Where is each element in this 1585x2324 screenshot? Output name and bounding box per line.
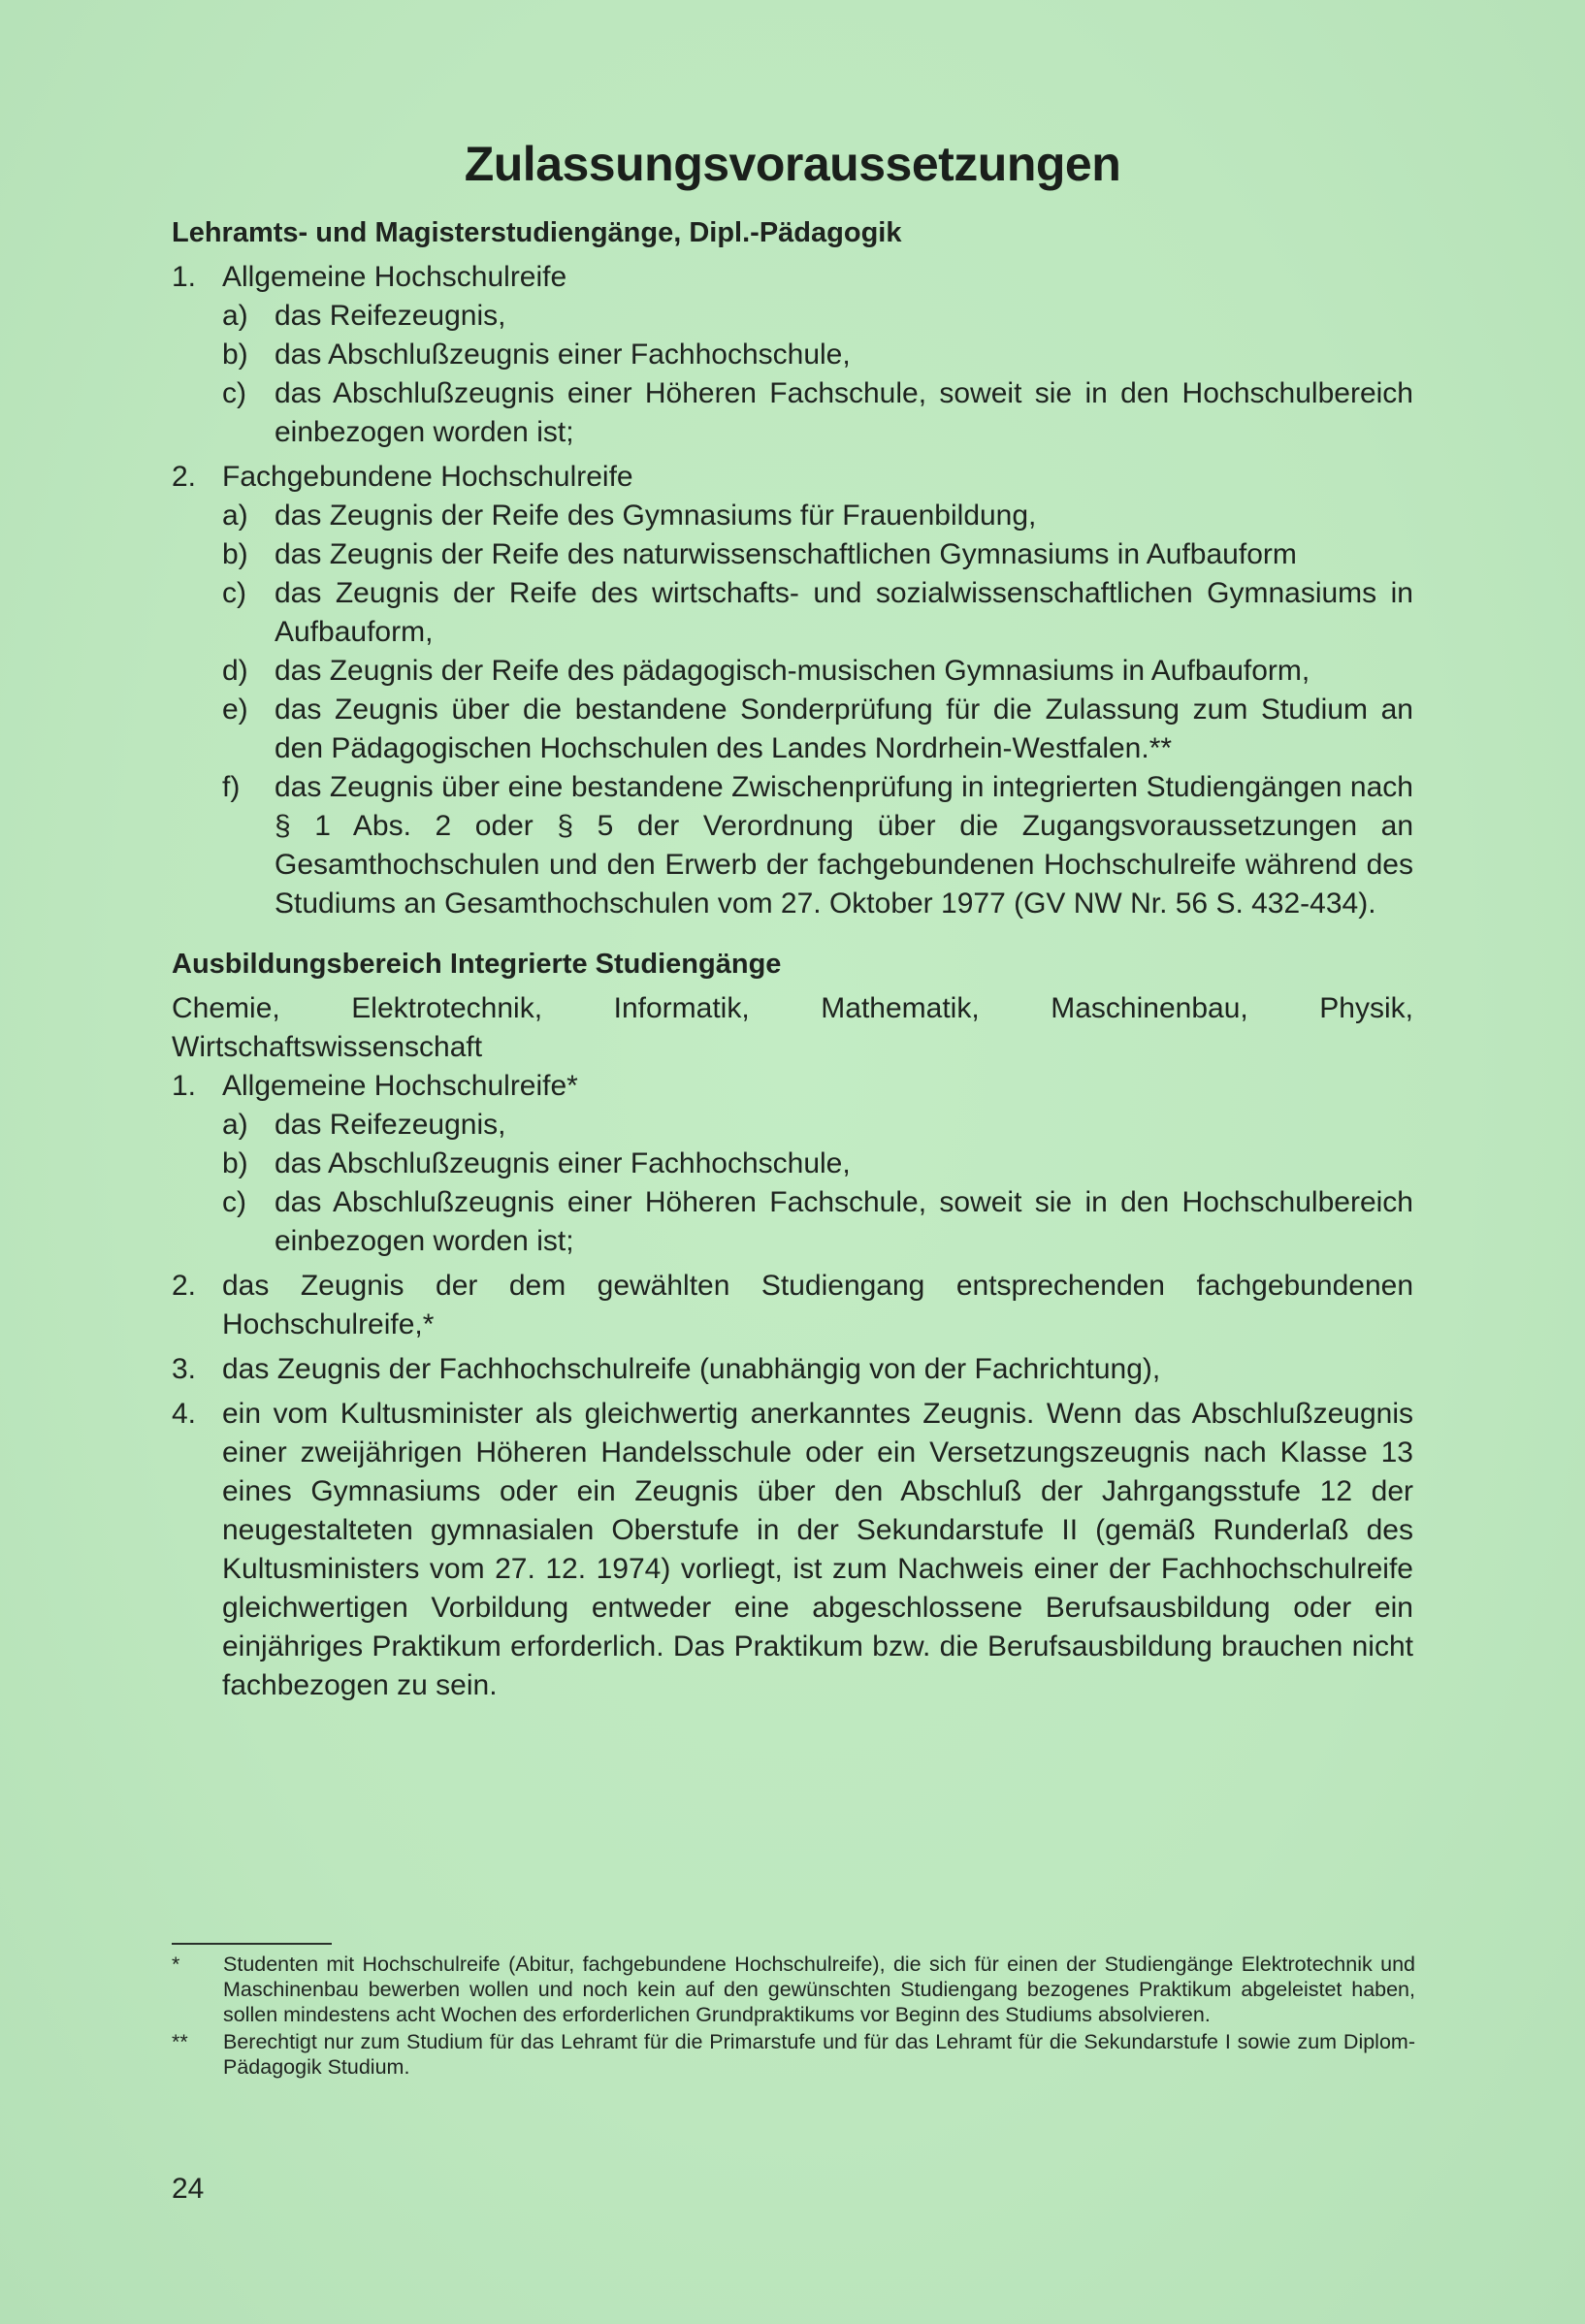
sub-item-text: das Zeugnis der Reife des Gymnasiums für Frauenbildung, <box>275 500 1037 532</box>
item-text: ein vom Kultusminister als gleichwertig anerkanntes Zeugnis. Wenn das Abschlußzeugnis einer zweijährigen Höheren Handelsschule oder ein Versetzungszeugnis nach Klasse 13 eines Gymnasiums oder ein Zeugnis über den Abschluß der Jahrgangsstufe 12 der neugestalteten gymnasialen Oberstufe in der Sekundarstufe II (gemäß Runderlaß des Kultusministers vom 27. 12. 1974) vorliegt, ist zum Nachweis einer der Fachhochschulreife gleichwertigen Vorbildung entweder eine abgeschlossene Berufsausbildung oder ein einjähriges Praktikum erforderlich. Das Praktikum bzw. die Berufsausbildung brauchen nicht fachbezogen zu sein. <box>222 1398 1413 1701</box>
sub-list-item <box>222 691 1413 768</box>
sub-item-letter: c) <box>222 377 246 409</box>
section-teacher-programs <box>172 213 1413 923</box>
sub-item-letter: e) <box>222 694 248 726</box>
page-number: 24 <box>172 2173 205 2205</box>
sub-item-letter: a) <box>222 1109 248 1141</box>
sub-list-item <box>222 1145 1413 1183</box>
sub-item-letter: b) <box>222 339 248 371</box>
sub-item-text: das Zeugnis über die bestandene Sonderprüfung für die Zulassung zum Studium an den Pädagogischen Hochschulen des Landes Nordrhein-Westfalen.** <box>275 694 1413 764</box>
sub-list-item <box>222 336 1413 374</box>
sub-list-item <box>222 1106 1413 1145</box>
item-text: das Zeugnis der dem gewählten Studiengang entsprechenden fachgebundenen Hochschulreife,* <box>222 1270 1413 1340</box>
section-heading: Ausbildungsbereich Integrierte Studiengänge <box>172 949 782 980</box>
requirements-list <box>172 258 1413 923</box>
item-number: 1. <box>172 261 197 293</box>
sub-item-text: das Abschlußzeugnis einer Fachhochschule, <box>275 339 851 371</box>
sub-list-item <box>222 374 1413 452</box>
sub-list-item <box>222 574 1413 652</box>
list-item <box>172 1067 1413 1261</box>
sub-item-text: das Zeugnis der Reife des wirtschafts- und sozialwissenschaftlichen Gymnasiums in Aufbauform, <box>275 577 1413 648</box>
item-number: 1. <box>172 1070 197 1102</box>
sub-list-item <box>222 652 1413 691</box>
list-item <box>172 1395 1413 1705</box>
item-number: 3. <box>172 1353 197 1385</box>
sub-item-letter: c) <box>222 577 246 609</box>
footnotes <box>172 1952 1415 2082</box>
sub-item-letter: a) <box>222 500 248 532</box>
sub-item-text: das Abschlußzeugnis einer Höheren Fachschule, soweit sie in den Hochschulbereich einbezogen worden ist; <box>275 1186 1413 1257</box>
sub-item-text: das Reifezeugnis, <box>275 1109 506 1141</box>
list-item <box>172 1350 1413 1389</box>
item-number: 2. <box>172 1270 197 1302</box>
item-text: Allgemeine Hochschulreife* <box>222 1070 578 1102</box>
sub-list <box>222 497 1413 923</box>
section-heading: Lehramts- und Magisterstudiengänge, Dipl.-Pädagogik <box>172 217 902 248</box>
sub-item-letter: b) <box>222 538 248 570</box>
sub-item-letter: c) <box>222 1186 246 1218</box>
footnote-divider <box>172 1943 332 1945</box>
sub-item-text: das Zeugnis über eine bestandene Zwischenprüfung in integrierten Studiengängen nach § 1 Abs. 2 oder § 5 der Verordnung über die Zugangsvoraussetzungen an Gesamthochschulen und den Erwerb der fachgebundenen Hochschulreife während des Studiums an Gesamthochschulen vom 27. Oktober 1977 (GV NW Nr. 56 S. 432-434). <box>275 771 1413 920</box>
main-content <box>172 213 1413 1711</box>
sub-list <box>222 1106 1413 1261</box>
page-title: Zulassungsvoraussetzungen <box>464 137 1121 191</box>
footnote <box>172 2029 1415 2080</box>
sub-item-letter: d) <box>222 655 248 687</box>
section-integrated-programs <box>172 945 1413 1705</box>
sub-list-item <box>222 297 1413 336</box>
sub-list-item <box>222 768 1413 923</box>
footnote-mark: ** <box>172 2030 188 2053</box>
list-item <box>172 1267 1413 1344</box>
sub-item-letter: b) <box>222 1147 248 1179</box>
sub-item-text: das Abschlußzeugnis einer Höheren Fachschule, soweit sie in den Hochschulbereich einbezogen worden ist; <box>275 377 1413 448</box>
item-number: 2. <box>172 461 197 493</box>
sub-item-letter: a) <box>222 300 248 332</box>
item-text: Fachgebundene Hochschulreife <box>222 461 633 493</box>
sub-item-text: das Zeugnis der Reife des naturwissenschaftlichen Gymnasiums in Aufbauform <box>275 538 1297 570</box>
item-text: Allgemeine Hochschulreife <box>222 261 567 293</box>
sub-item-letter: f) <box>222 771 241 803</box>
footnote-mark: * <box>172 1953 180 1976</box>
sub-item-text: das Reifezeugnis, <box>275 300 506 332</box>
sub-list-item <box>222 535 1413 574</box>
sub-list-item <box>222 497 1413 535</box>
footnote <box>172 1952 1415 2027</box>
sub-item-text: das Abschlußzeugnis einer Fachhochschule, <box>275 1147 851 1179</box>
sub-list-item <box>222 1183 1413 1261</box>
footnote-text: Berechtigt nur zum Studium für das Lehramt für die Primarstufe und für das Lehramt für die Sekundarstufe I sowie zum Diplom-Pädagogik Studium. <box>223 2030 1415 2079</box>
requirements-list <box>172 1067 1413 1705</box>
sub-list <box>222 297 1413 452</box>
list-item <box>172 258 1413 452</box>
list-item <box>172 458 1413 923</box>
sub-item-text: das Zeugnis der Reife des pädagogisch-musischen Gymnasiums in Aufbauform, <box>275 655 1310 687</box>
item-text: das Zeugnis der Fachhochschulreife (unabhängig von der Fachrichtung), <box>222 1353 1161 1385</box>
programs-intro: Chemie, Elektrotechnik, Informatik, Mathematik, Maschinenbau, Physik, Wirtschaftswissenschaft <box>172 992 1413 1063</box>
footnote-text: Studenten mit Hochschulreife (Abitur, fachgebundene Hochschulreife), die sich für einen der Studiengänge Elektrotechnik und Maschinenbau bewerben wollen und noch kein auf den gewünschten Studiengang bezogenes Praktikum abgeleistet haben, sollen mindestens acht Wochen des erforderlichen Grundpraktikums vor Beginn des Studiums absolvieren. <box>223 1953 1415 2026</box>
item-number: 4. <box>172 1398 197 1430</box>
